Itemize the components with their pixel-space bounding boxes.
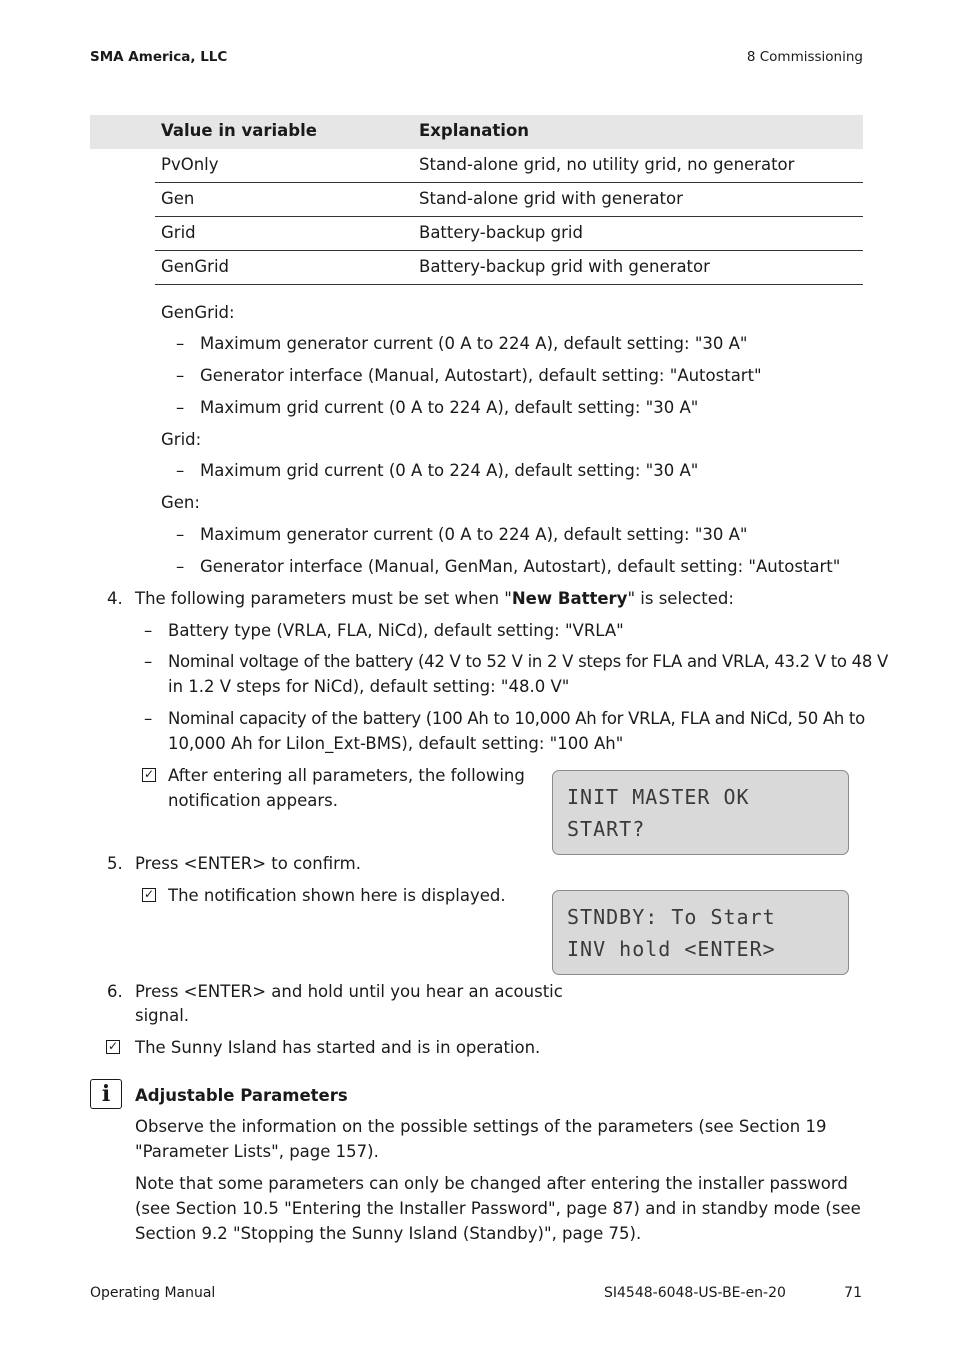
header-section: 8 Commissioning <box>746 49 863 65</box>
info-icon: i <box>90 1079 122 1109</box>
lcd-line: START? <box>567 817 646 841</box>
result-text: The notification shown here is displayed. <box>168 886 506 905</box>
page-number: 71 <box>844 1285 862 1301</box>
list-item: Maximum grid current (0 A to 224 A), default setting: "30 A" <box>200 461 699 480</box>
checkbox-icon: ✓ <box>107 1039 119 1053</box>
info-paragraph: Note that some parameters can only be changed after entering the installer password (see Section 10.5 "Entering the Installer Password", page 87) and in standby mode (see Section 9.2 "Stopping the Sunny Island (Standby)", page 75). <box>135 1174 861 1243</box>
result-text: After entering all parameters, the following <box>168 766 525 785</box>
dash: – <box>144 621 153 640</box>
list-item: Maximum generator current (0 A to 224 A), default setting: "30 A" <box>200 525 748 544</box>
dash: – <box>176 525 185 544</box>
table-row <box>155 149 863 183</box>
dash: – <box>144 709 153 728</box>
header-company: SMA America, LLC <box>90 49 228 65</box>
table-cell: Grid <box>161 223 196 242</box>
table-cell: Stand-alone grid with generator <box>419 189 683 208</box>
gen-label: Gen: <box>161 493 200 512</box>
list-item: Generator interface (Manual, Autostart), default setting: "Autostart" <box>200 366 762 385</box>
list-item-cont: in 1.2 V steps for NiCd), default setting: "48.0 V" <box>168 677 570 696</box>
col-header-explanation: Explanation <box>419 121 530 140</box>
result-text: The Sunny Island has started and is in operation. <box>135 1038 541 1057</box>
lcd-display <box>552 890 849 975</box>
value-table <box>90 115 863 285</box>
table-cell: PvOnly <box>161 155 219 174</box>
table-cell: Stand-alone grid, no utility grid, no generator <box>419 155 795 174</box>
list-item: Maximum generator current (0 A to 224 A), default setting: "30 A" <box>200 334 748 353</box>
list-item: Nominal capacity of the battery (100 Ah to 10,000 Ah for VRLA, FLA and NiCd, 50 Ah to <box>168 709 865 728</box>
dash: – <box>176 334 185 353</box>
step-4-bold: New Battery <box>511 589 628 608</box>
table-row <box>155 183 863 217</box>
dash: – <box>144 652 153 671</box>
table-cell: Battery-backup grid <box>419 223 583 242</box>
footer-doc-id: SI4548-6048-US-BE-en-20 <box>604 1285 786 1301</box>
lcd-display <box>552 770 849 855</box>
checkbox-icon: ✓ <box>143 767 155 781</box>
step-number: 6. <box>107 982 123 1001</box>
lcd-line: INIT MASTER OK <box>567 785 750 809</box>
table-row <box>155 217 863 251</box>
list-item: Battery type (VRLA, FLA, NiCd), default setting: "VRLA" <box>168 621 624 640</box>
step-6-text: Press <ENTER> and hold until you hear an acoustic <box>135 982 563 1001</box>
table-cell: GenGrid <box>161 257 230 276</box>
gengrid-label: GenGrid: <box>161 303 235 322</box>
step-4-post: " is selected: <box>627 589 734 608</box>
info-paragraph: Observe the information on the possible settings of the parameters (see Section 19 "Parameter Lists", page 157). <box>135 1117 827 1161</box>
list-item-cont: 10,000 Ah for LiIon_Ext-BMS), default setting: "100 Ah" <box>168 734 624 753</box>
footer-title: Operating Manual <box>90 1285 216 1301</box>
list-item: Nominal voltage of the battery (42 V to 52 V in 2 V steps for FLA and VRLA, 43.2 V to 48 V <box>168 652 888 671</box>
table-cell: Gen <box>161 189 195 208</box>
result-text: notification appears. <box>168 791 338 810</box>
col-header-value: Value in variable <box>161 121 317 140</box>
dash: – <box>176 398 185 417</box>
list-item: Generator interface (Manual, GenMan, Autostart), default setting: "Autostart" <box>200 557 841 576</box>
table-row <box>155 251 863 285</box>
info-title: Adjustable Parameters <box>135 1086 348 1105</box>
dash: – <box>176 366 185 385</box>
step-4-pre: The following parameters must be set when " <box>135 589 512 608</box>
dash: – <box>176 557 185 576</box>
step-4-text <box>135 589 734 608</box>
step-number: 4. <box>107 589 123 608</box>
lcd-line: INV hold <ENTER> <box>567 937 776 961</box>
list-item: Maximum grid current (0 A to 224 A), default setting: "30 A" <box>200 398 699 417</box>
step-6-text-cont: signal. <box>135 1006 190 1025</box>
dash: – <box>176 461 185 480</box>
step-number: 5. <box>107 854 123 873</box>
lcd-line: STNDBY: To Start <box>567 905 776 929</box>
table-header <box>90 115 863 149</box>
step-5-text: Press <ENTER> to confirm. <box>135 854 361 873</box>
grid-label: Grid: <box>161 430 202 449</box>
checkbox-icon: ✓ <box>143 887 155 901</box>
table-cell: Battery-backup grid with generator <box>419 257 710 276</box>
